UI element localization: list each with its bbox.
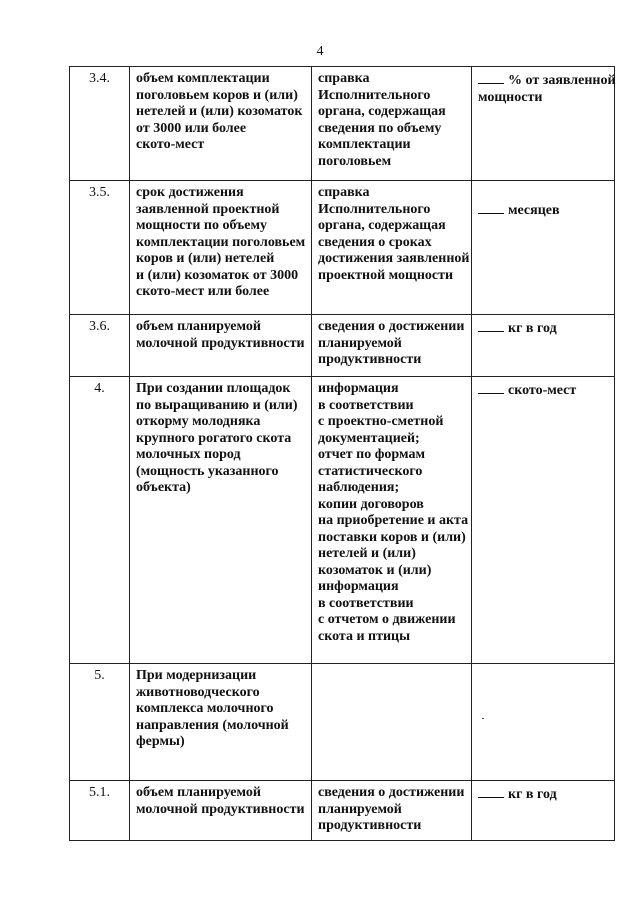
criterion-cell — [130, 377, 312, 664]
document-cell — [312, 181, 472, 315]
criterion-line: фермы) — [136, 734, 185, 749]
criterion-line: объем планируемой — [136, 785, 261, 800]
criterion-line: ското-мест — [136, 137, 205, 152]
document-cell — [312, 664, 472, 781]
criterion-line: заявленной проектной — [136, 201, 280, 217]
criterion-line: животноводческого — [136, 684, 260, 700]
criterion-line: комплекса молочного — [136, 701, 274, 716]
document-line: поголовьем — [318, 153, 392, 169]
document-line: комплектации — [318, 137, 411, 152]
document-line: справка — [318, 71, 370, 86]
criterion-line: по выращиванию и (или) — [136, 397, 298, 413]
blank-field — [478, 319, 504, 332]
document-line: органа, содержащая — [318, 104, 446, 119]
criterion-line: мощности по объему — [136, 218, 268, 233]
document-line: в соответствии — [318, 595, 414, 611]
document-line: Исполнительного — [318, 87, 431, 103]
criterion-line: и (или) козоматок от 3000 — [136, 267, 299, 283]
criterion-line: При модернизации — [136, 668, 257, 683]
criterion-line: молочной продуктивности — [136, 335, 305, 351]
document-line: на приобретение и акта — [318, 513, 469, 528]
table-row — [70, 181, 615, 315]
document-line: информация — [318, 381, 399, 396]
document-line: проектной мощности — [318, 267, 454, 283]
row-number: 3.5. — [70, 181, 130, 315]
value-cell — [472, 181, 615, 315]
criterion-line: объем комплектации — [136, 71, 270, 86]
table-row — [70, 664, 615, 781]
document-cell — [312, 377, 472, 664]
criterion-line: молочной продуктивности — [136, 801, 305, 817]
document-line: скота и птицы — [318, 628, 411, 644]
table-row — [70, 377, 615, 664]
table-row — [70, 315, 615, 377]
criterion-line: объекта) — [136, 480, 191, 495]
row-number: 3.4. — [70, 67, 130, 181]
value-label: ското-мест — [508, 383, 577, 398]
document-line: с отчетом о движении — [318, 612, 456, 627]
document-line: нетелей и (или) — [318, 546, 416, 561]
page-number: 4 — [316, 44, 324, 59]
table-row — [70, 67, 615, 181]
value-cell — [472, 377, 615, 664]
criterion-line: (мощность указанного — [136, 463, 279, 479]
document-cell — [312, 781, 472, 841]
document-line: копии договоров — [318, 496, 424, 512]
row-number: 3.6. — [70, 315, 130, 377]
row-number: 5. — [70, 664, 130, 781]
criterion-line: коров и (или) нетелей — [136, 251, 275, 266]
value-label: месяцев — [508, 203, 560, 218]
criterion-line: комплектации поголовьем — [136, 234, 306, 250]
criterion-line: молочных пород — [136, 447, 241, 462]
document-line: планируемой — [318, 801, 402, 817]
criterion-line: нетелей и (или) козоматок — [136, 104, 303, 119]
document-cell — [312, 67, 472, 181]
document-line: с проектно-сметной — [318, 414, 444, 429]
blank-field — [478, 71, 504, 84]
criterion-cell — [130, 181, 312, 315]
value-label: мощности — [478, 89, 543, 105]
document-line: наблюдения; — [318, 480, 400, 495]
document-line: документацией; — [318, 430, 420, 446]
criterion-cell — [130, 781, 312, 841]
document-line: сведения о сроках — [318, 234, 432, 250]
blank-field — [478, 201, 504, 214]
criteria-table — [69, 66, 615, 841]
document-line: козоматок и (или) — [318, 562, 432, 578]
document-line: сведения о достижении — [318, 319, 465, 334]
document-line: продуктивности — [318, 818, 422, 833]
criterion-line: от 3000 или более — [136, 120, 247, 136]
document-line: сведения о достижении — [318, 785, 465, 800]
value-cell — [472, 664, 615, 781]
document-line: информация — [318, 579, 399, 594]
criterion-line: откорму молодняка — [136, 414, 261, 429]
criterion-cell — [130, 664, 312, 781]
document-line: статистического — [318, 463, 423, 479]
blank-field — [478, 785, 504, 798]
document-line: планируемой — [318, 335, 402, 351]
criterion-line: ското-мест или более — [136, 284, 270, 299]
value-cell — [472, 67, 615, 181]
document-line: достижения заявленной — [318, 251, 470, 266]
value-cell — [472, 315, 615, 377]
document-line: органа, содержащая — [318, 218, 446, 233]
criterion-cell — [130, 315, 312, 377]
value-label: кг в год — [508, 321, 557, 336]
value-label: кг в год — [508, 787, 557, 802]
document-line: справка — [318, 185, 370, 200]
document-line: поставки коров и (или) — [318, 529, 466, 545]
document-line: сведения по объему — [318, 120, 442, 136]
document-line: продуктивности — [318, 352, 422, 367]
value-cell — [472, 781, 615, 841]
document-line: отчет по формам — [318, 447, 425, 462]
document-cell — [312, 315, 472, 377]
document-line: в соответствии — [318, 397, 414, 413]
criterion-line: направления (молочной — [136, 717, 289, 733]
scan-speck — [482, 718, 484, 719]
criterion-line: При создании площадок — [136, 381, 291, 396]
row-number: 4. — [70, 377, 130, 664]
document-line: Исполнительного — [318, 201, 431, 217]
criterion-line: срок достижения — [136, 185, 244, 200]
criterion-line: объем планируемой — [136, 319, 261, 334]
blank-field — [478, 381, 504, 394]
value-label: % от заявленной — [508, 73, 616, 88]
criterion-line: крупного рогатого скота — [136, 430, 292, 446]
criterion-cell — [130, 67, 312, 181]
table-row — [70, 781, 615, 841]
row-number: 5.1. — [70, 781, 130, 841]
criterion-line: поголовьем коров и (или) — [136, 87, 298, 103]
